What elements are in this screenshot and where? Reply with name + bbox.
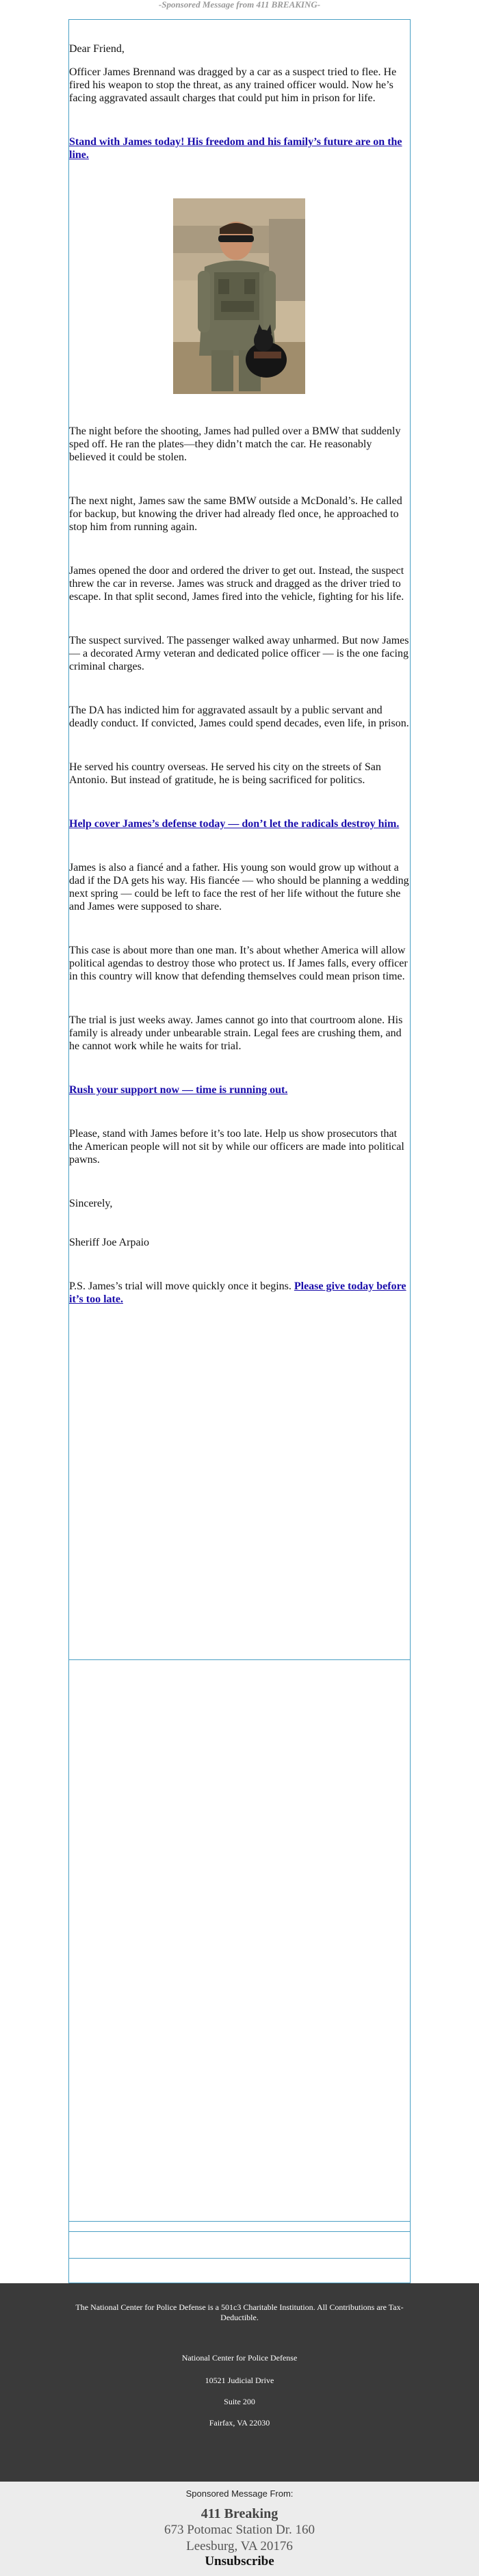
paragraph-please: Please, stand with James before it’s too late. Help us show prosecutors that the American people will not sit by while our officers are made into political pawns. [69,1128,404,1166]
org-address-line2: Suite 200 [224,2397,255,2406]
cta-defense-link[interactable]: Help cover James’s defense today — don’t let the radicals destroy him. [69,818,400,830]
sponsor-city: Leesburg, VA 20176 [186,2539,293,2553]
sponsor-street: 673 Potomac Station Dr. 160 [164,2523,315,2537]
paragraph-mcdonalds: The next night, James saw the same BMW outside a McDonald’s. He called for backup, but knowing the driver had already fled once, he approached to stop him from running again. [69,495,402,533]
closing: Sincerely, [69,1198,113,1209]
sponsor-banner: -Sponsored Message from 411 BREAKING- [158,0,321,10]
greeting: Dear Friend, [69,43,125,55]
footer-dark [0,2283,479,2482]
officer-photo[interactable] [173,198,305,394]
org-name: National Center for Police Defense [181,2353,298,2363]
tax-disclaimer: The National Center for Police Defense is a 501c3 Charitable Institution. All Contributions are Tax-Deductible. [75,2302,404,2322]
paragraph-served: He served his country overseas. He served his city on the streets of San Antonio. But instead of gratitude, he is being sacrificed for politics. [69,761,381,786]
embedded-content-frame [68,1659,411,2222]
org-address-line3: Fairfax, VA 22030 [209,2418,270,2428]
paragraph-indictment: The DA has indicted him for aggravated assault by a public servant and deadly conduct. If convicted, James could spend decades, even life, in prison. [69,705,409,729]
sponsored-from-label: Sponsored Message From: [185,2488,294,2499]
paragraph-survived: The suspect survived. The passenger walked away unharmed. But now James — a decorated Army veteran and dedicated police officer — is the one facing criminal charges. [69,635,409,672]
postscript [69,1280,409,1306]
org-address-line1: 10521 Judicial Drive [205,2376,274,2385]
paragraph-bmw: The night before the shooting, James had pulled over a BMW that suddenly sped off. He ran the plates—they didn’t match the car. He reasonably believed it could be stolen. [69,425,401,463]
embedded-content-strip [68,2231,411,2259]
intro-paragraph: Officer James Brennand was dragged by a car as a suspect tried to flee. He fired his weapon to stop the threat, as any trained officer would. Now he’s facing aggravated assault charges that could put him in prison for life. [69,66,397,104]
footer-sponsor [0,2482,479,2576]
ps-give-link[interactable]: Please give today before it’s too late. [69,1280,406,1305]
paragraph-trial: The trial is just weeks away. James cannot go into that courtroom alone. His family is already under unbearable strain. Legal fees are crushing them, and he cannot work while he waits for trial. [69,1014,403,1052]
paragraph-america: This case is about more than one man. It’s about whether America will allow political agendas to destroy those who protect us. If James falls, every officer in this country will know that defending themselves could mean prison time. [69,945,408,982]
cta-rush-support-link[interactable]: Rush your support now — time is running out. [69,1084,288,1096]
paragraph-fiance: James is also a fiancé and a father. His young son would grow up without a dad if the DA gets his way. His fiancée — who should be planning a wedding next spring — could be left to face the rest of her life without the future she and James were supposed to share. [69,862,409,912]
paragraph-dragged: James opened the door and ordered the driver to get out. Instead, the suspect threw the car in reverse. James was struck and dragged as the driver tried to escape. In that split second, James fired into the vehicle, fighting for his life. [69,565,404,603]
cta-stand-with-james-link[interactable]: Stand with James today! His freedom and his family’s future are on the line. [69,136,402,161]
ps-text: P.S. James’s trial will move quickly once it begins. [69,1280,294,1292]
letter-body [69,42,409,1306]
unsubscribe-link[interactable]: Unsubscribe [205,2554,274,2568]
sponsor-name: 411 Breaking [200,2506,279,2521]
signature: Sheriff Joe Arpaio [69,1237,150,1248]
